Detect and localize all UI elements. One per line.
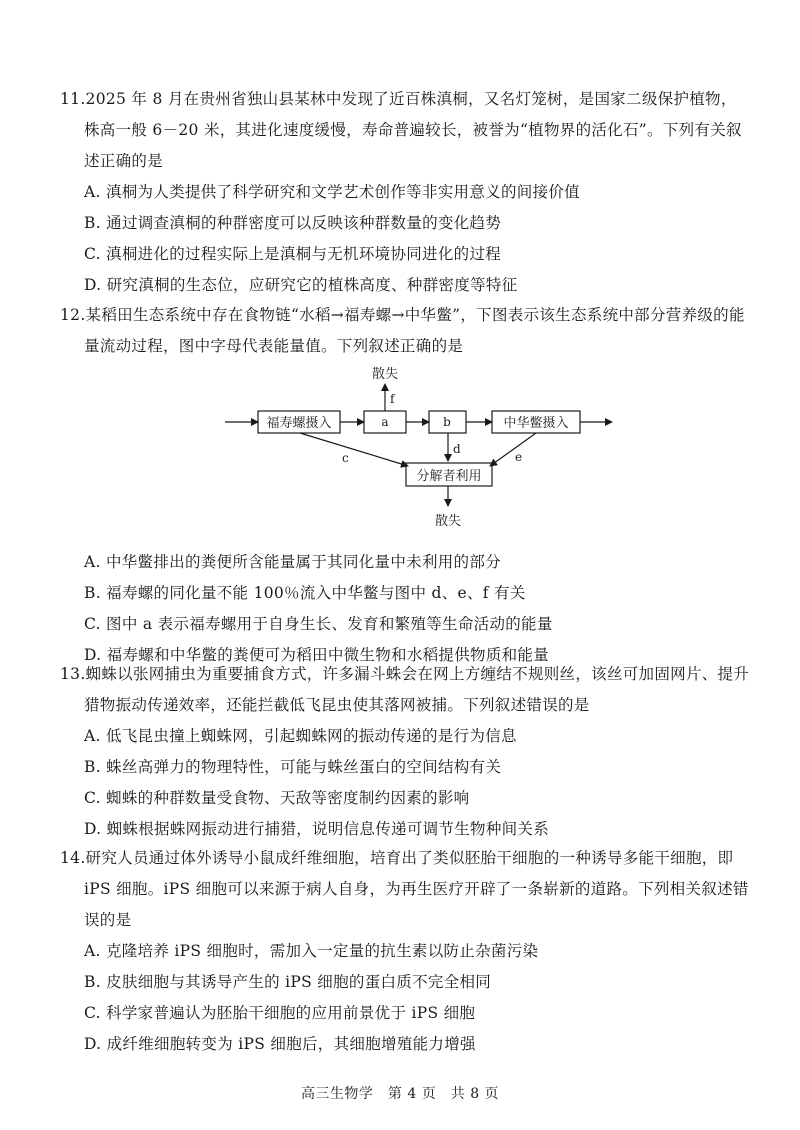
question-stem: 14.研究人员通过体外诱导小鼠成纤维细胞，培育出了类似胚胎干细胞的一种诱导多能干细胞，即 iPS 细胞。iPS 细胞可以来源于病人自身，为再生医疗开辟了一条崭新的道路。下列相关叙述错误的是 xyxy=(60,849,749,929)
option-c: C. 科学家普遍认为胚胎干细胞的应用前景优于 iPS 细胞 xyxy=(84,1004,476,1022)
label-loss-top: 散失 xyxy=(371,367,399,382)
question-13 xyxy=(60,659,750,845)
option-b: B. 蛛丝高弹力的物理特性，可能与蛛丝蛋白的空间结构有关 xyxy=(84,758,502,776)
label-decomposer: 分解者利用 xyxy=(416,469,482,484)
label-snail-intake: 福寿螺摄入 xyxy=(266,416,332,431)
question-stem: 11.2025 年 8 月在贵州省独山县某林中发现了近百株滇桐，又名灯笼树，是国家二级保护植物，株高一般 6－20 米，其进化速度缓慢，寿命普遍较长，被誉为“植物界的活化石”。下列有关叙述正确的是 xyxy=(60,90,742,170)
question-stem: 13.蜘蛛以张网捕虫为重要捕食方式，许多漏斗蛛会在网上方缠结不规则丝，该丝可加固网片、提升猎物振动传递效率，还能拦截低飞昆虫使其落网被捕。下列叙述错误的是 xyxy=(60,665,750,714)
option-c: C. 蜘蛛的种群数量受食物、天敌等密度制约因素的影响 xyxy=(84,789,470,807)
option-a: A. 滇桐为人类提供了科学研究和文学艺术创作等非实用意义的间接价值 xyxy=(84,183,580,201)
option-d: D. 福寿螺和中华鳖的粪便可为稻田中微生物和水稻提供物质和能量 xyxy=(84,646,550,664)
label-d: d xyxy=(453,442,461,456)
label-turtle-intake: 中华鳖摄入 xyxy=(503,416,569,431)
label-c: c xyxy=(342,451,349,465)
option-b: B. 皮肤细胞与其诱导产生的 iPS 细胞的蛋白质不完全相同 xyxy=(84,973,492,991)
option-d: D. 研究滇桐的生态位，应研究它的植株高度、种群密度等特征 xyxy=(84,276,518,294)
label-f: f xyxy=(390,392,395,406)
question-11 xyxy=(60,84,750,301)
option-b: B. 通过调查滇桐的种群密度可以反映该种群数量的变化趋势 xyxy=(84,214,502,232)
question-stem: 12.某稻田生态系统中存在食物链“水稻→福寿螺→中华鳖”，下图表示该生态系统中部分营养级的能量流动过程，图中字母代表能量值。下列叙述正确的是 xyxy=(60,306,745,355)
option-a: A. 低飞昆虫撞上蜘蛛网，引起蜘蛛网的振动传递的是行为信息 xyxy=(84,727,517,745)
option-b: B. 福寿螺的同化量不能 100％流入中华鳖与图中 d、e、f 有关 xyxy=(84,584,526,602)
option-d: D. 成纤维细胞转变为 iPS 细胞后，其细胞增殖能力增强 xyxy=(84,1035,476,1053)
option-c: C. 滇桐进化的过程实际上是滇桐与无机环境协同进化的过程 xyxy=(84,245,502,263)
label-b: b xyxy=(443,415,451,429)
question-14 xyxy=(60,843,750,1060)
option-d: D. 蜘蛛根据蛛网振动进行捕猎，说明信息传递可调节生物种间关系 xyxy=(84,820,550,838)
label-e: e xyxy=(515,450,523,464)
page-footer: 高三生物学 第 4 页 共 8 页 xyxy=(300,1086,500,1102)
label-loss-bottom: 散失 xyxy=(434,514,462,529)
label-a: a xyxy=(381,415,389,429)
option-a: A. 克隆培养 iPS 细胞时，需加入一定量的抗生素以防止杂菌污染 xyxy=(84,942,539,960)
energy-flow-diagram xyxy=(220,362,620,532)
option-a: A. 中华鳖排出的粪便所含能量属于其同化量中未利用的部分 xyxy=(84,553,501,571)
option-c: C. 图中 a 表示福寿螺用于自身生长、发育和繁殖等生命活动的能量 xyxy=(84,615,553,633)
